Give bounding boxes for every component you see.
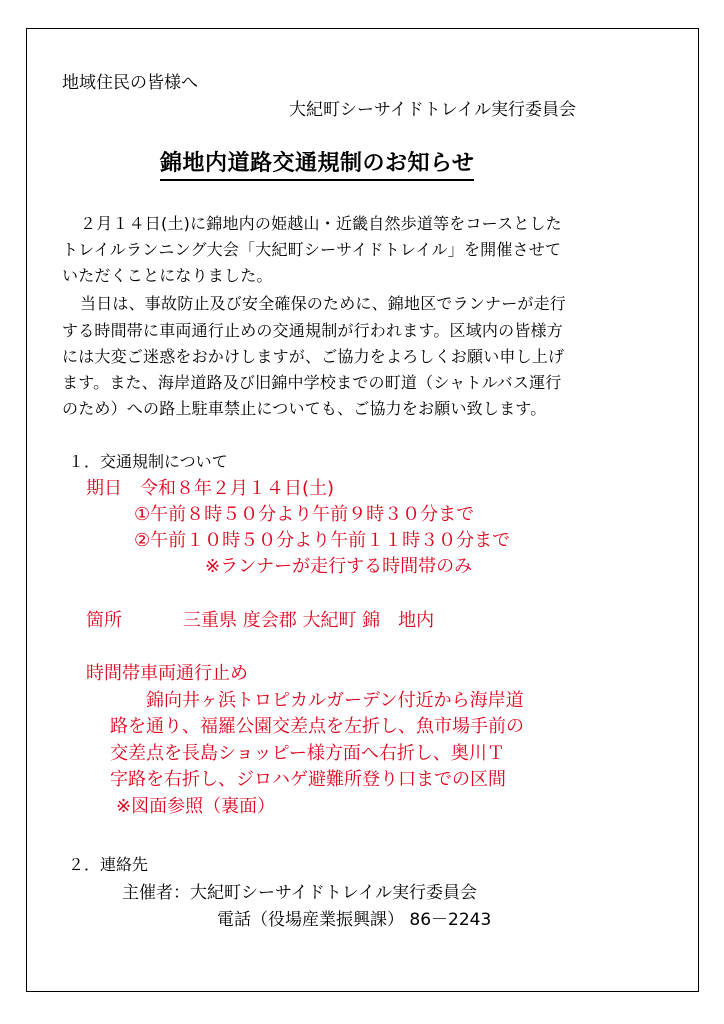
section2-heading: ２．連絡先 — [68, 855, 149, 874]
closure-line: 交差点を長島ショッピー様方面へ右折し、奥川Ｔ — [110, 743, 505, 764]
intro-line: には大変ご迷惑をおかけしますが、ご協力をよろしくお願い申し上げ — [62, 347, 565, 366]
section1-heading: １．交通規制について — [68, 452, 228, 471]
closure-heading: 時間帯車両通行止め — [86, 663, 248, 684]
time-slot-2: ②午前１０時５０分より午前１１時３０分まで — [134, 530, 511, 551]
closure-line: ※図面参照（裏面） — [116, 796, 276, 817]
event-date: 期日 令和８年２月１４日(土) — [86, 478, 335, 499]
intro-line: トレイルランニング大会「大紀町シーサイドトレイル」を開催させて — [62, 240, 562, 259]
intro-line: ます。また、海岸道路及び旧錦中学校までの町道（シャトルバス運行 — [62, 373, 562, 392]
organizer: 主催者：大紀町シーサイドトレイル実行委員会 — [122, 883, 477, 903]
intro-line: のため）への路上駐車禁止についても、ご協力をお願い致します。 — [62, 399, 547, 418]
intro-line: 当日は、事故防止及び安全確保のために、錦地区でランナーが走行 — [80, 294, 567, 313]
intro-line: いただくことになりました。 — [62, 266, 273, 285]
closure-line: 路を通り、福羅公園交差点を左折し、魚市場手前の — [110, 716, 524, 737]
location-value: 三重県 度会郡 大紀町 錦 地内 — [183, 610, 435, 631]
addressee: 地域住民の皆様へ — [62, 73, 198, 93]
sender: 大紀町シーサイドトレイル実行委員会 — [289, 100, 576, 120]
closure-line: 錦向井ヶ浜トロピカルガーデン付近から海岸道 — [146, 690, 524, 711]
notice-title: 錦地内道路交通規制のお知らせ — [160, 146, 474, 181]
time-slot-1: ①午前８時５０分より午前９時３０分まで — [134, 504, 475, 525]
location-label: 箇所 — [86, 610, 122, 631]
intro-line: する時間帯に車両通行止めの交通規制が行われます。区域内の皆様方 — [62, 321, 563, 340]
time-note: ※ランナーが走行する時間帯のみ — [205, 556, 473, 577]
intro-line: ２月１４日(土)に錦地内の姫越山・近畿自然歩道等をコースとした — [80, 214, 562, 233]
contact-phone: 電話（役場産業振興課） 86－2243 — [217, 910, 492, 930]
closure-line: 字路を右折し、ジロハゲ避難所登り口までの区間 — [110, 769, 506, 790]
